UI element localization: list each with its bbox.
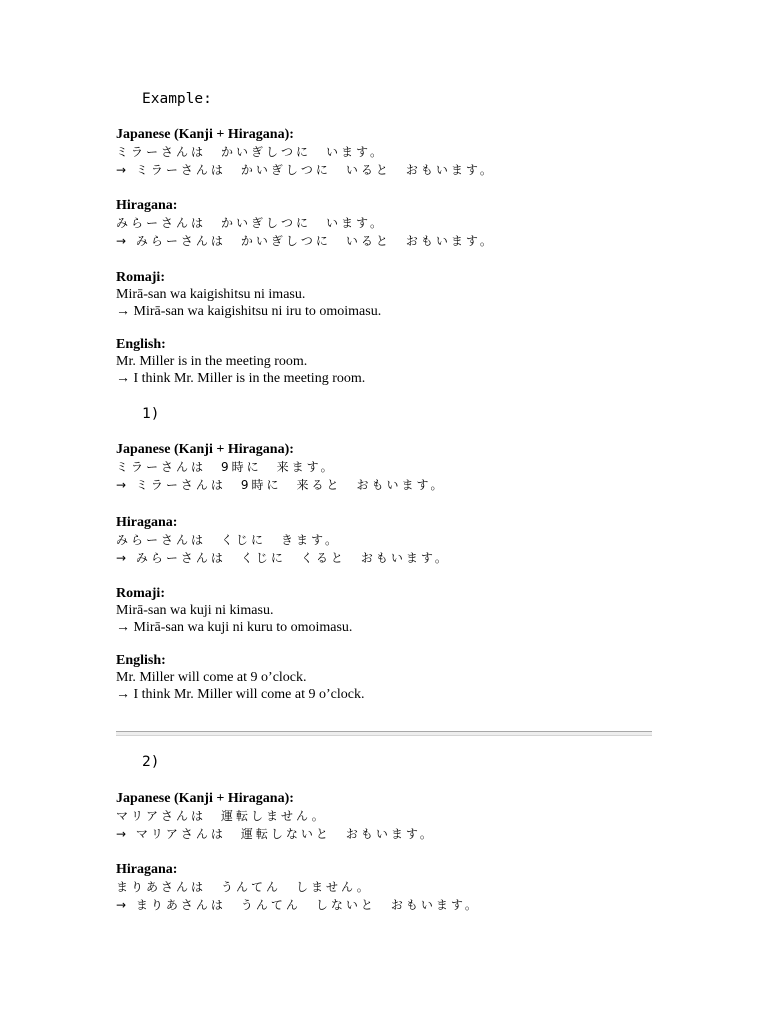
romaji-sentence: Mirā-san wa kuji ni kimasu. (116, 603, 274, 618)
hiragana-label: Hiragana: (116, 198, 178, 213)
hiragana-sentence: まりあさんは うんてん しません。 (116, 880, 372, 894)
japanese-sentence: マリアさんは 運転しません。 (116, 809, 327, 823)
japanese-block-1 (116, 441, 676, 494)
hiragana-label: Hiragana: (116, 862, 178, 877)
section-heading-2: 2) (142, 754, 160, 770)
japanese-sentence-to-omoimasu: → ミラーさんは 9時に 来ると おもいます。 (116, 478, 446, 492)
english-sentence: Mr. Miller is in the meeting room. (116, 354, 308, 369)
hiragana-block-1 (116, 514, 676, 567)
english-sentence-i-think: → I think Mr. Miller is in the meeting room. (116, 371, 366, 386)
hiragana-sentence-to-omoimasu: → みらーさんは くじに くると おもいます。 (116, 551, 450, 565)
japanese-label: Japanese (Kanji + Hiragana): (116, 791, 294, 806)
japanese-label: Japanese (Kanji + Hiragana): (116, 442, 294, 457)
hiragana-label: Hiragana: (116, 515, 178, 530)
japanese-block-2 (116, 790, 676, 843)
english-block-1 (116, 652, 676, 703)
section-heading-1: 1) (142, 406, 160, 422)
section-heading-example: Example: (142, 91, 212, 107)
japanese-sentence: ミラーさんは 9時に 来ます。 (116, 460, 336, 474)
japanese-label: Japanese (Kanji + Hiragana): (116, 127, 294, 142)
romaji-block-example (116, 269, 676, 320)
romaji-sentence: Mirā-san wa kaigishitsu ni imasu. (116, 287, 306, 302)
english-sentence: Mr. Miller will come at 9 o’clock. (116, 670, 307, 685)
japanese-sentence: ミラーさんは かいぎしつに います。 (116, 145, 386, 159)
romaji-sentence-to-omoimasu: → Mirā-san wa kaigishitsu ni iru to omoimasu. (116, 304, 382, 319)
hiragana-sentence: みらーさんは かいぎしつに います。 (116, 216, 386, 230)
english-sentence-i-think: → I think Mr. Miller will come at 9 o’clock. (116, 687, 365, 702)
hiragana-sentence: みらーさんは くじに きます。 (116, 533, 341, 547)
romaji-sentence-to-omoimasu: → Mirā-san wa kuji ni kuru to omoimasu. (116, 620, 353, 635)
hiragana-block-2 (116, 861, 676, 914)
hiragana-block-example (116, 197, 676, 250)
romaji-label: Romaji: (116, 586, 165, 601)
english-label: English: (116, 337, 166, 352)
romaji-block-1 (116, 585, 676, 636)
hiragana-sentence-to-omoimasu: → みらーさんは かいぎしつに いると おもいます。 (116, 234, 495, 248)
english-block-example (116, 336, 676, 387)
japanese-sentence-to-omoimasu: → ミラーさんは かいぎしつに いると おもいます。 (116, 163, 495, 177)
japanese-block-example (116, 126, 676, 179)
japanese-sentence-to-omoimasu: → マリアさんは 運転しないと おもいます。 (116, 827, 435, 841)
horizontal-divider (116, 731, 652, 736)
english-label: English: (116, 653, 166, 668)
hiragana-sentence-to-omoimasu: → まりあさんは うんてん しないと おもいます。 (116, 898, 480, 912)
romaji-label: Romaji: (116, 270, 165, 285)
